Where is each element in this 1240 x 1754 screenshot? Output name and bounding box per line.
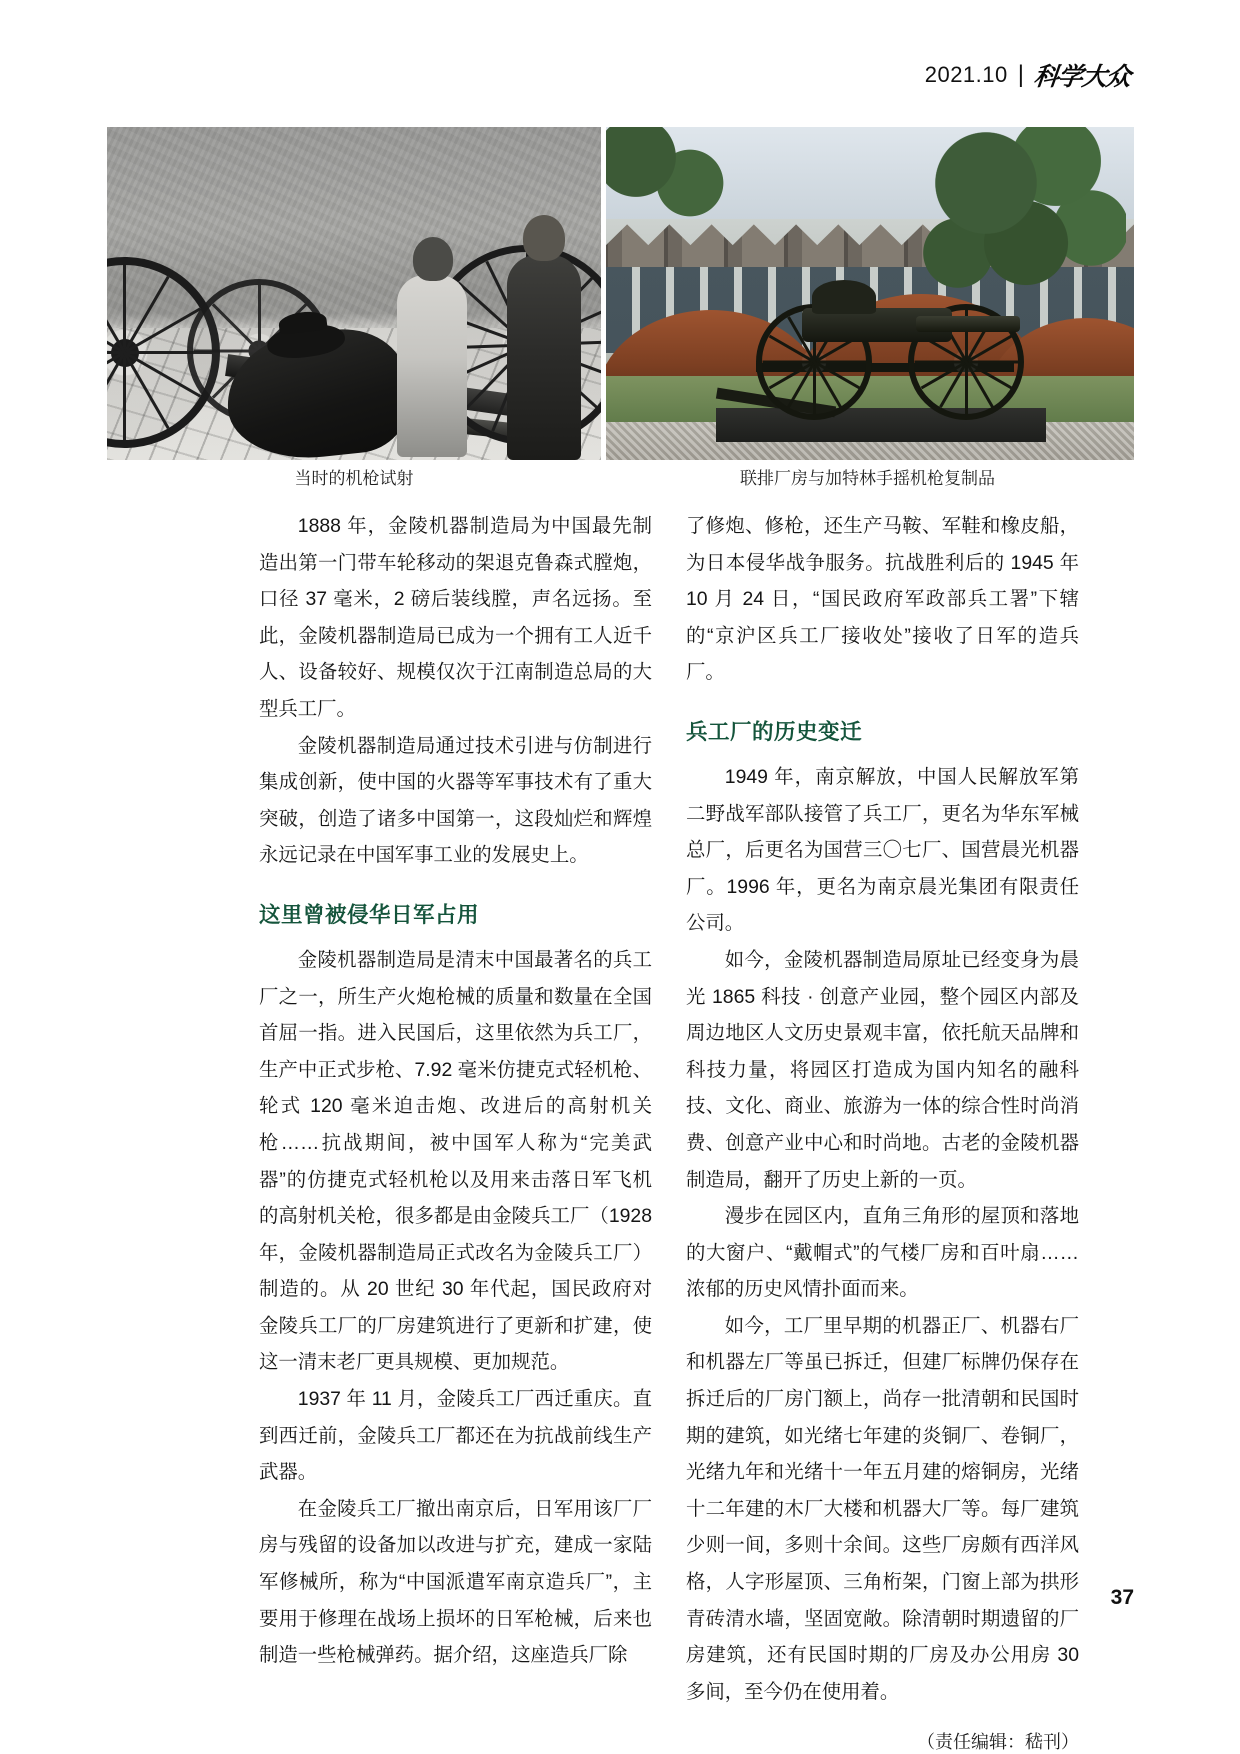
figure-band <box>107 127 1134 460</box>
paragraph: 如今，工厂里早期的机器正厂、机器右厂和机器左厂等虽已拆迁，但建厂标牌仍保存在拆迁后的厂房门额上，尚存一批清朝和民国时期的建筑，如光绪七年建的炎铜厂、卷铜厂，光绪九年和光绪十一年五月建的熔铜房，光绪十二年建的木厂大楼和机器大厂等。每厂建筑少则一间，多则十余间。这些厂房颇有西洋风格，人字形屋顶、三角桁架，门窗上部为拱形青砖清水墙，坚固宽敞。除清朝时期遗留的厂房建筑，还有民国时期的厂房及办公用房 30 多间，至今仍在使用着。 <box>686 1314 1079 1703</box>
paragraph: 1949 年，南京解放，中国人民解放军第二野战军部队接管了兵工厂，更名为华东军械总厂，后更名为国营三〇七厂、国营晨光机器厂。1996 年，更名为南京晨光集团有限责任公司。 <box>686 765 1079 935</box>
section-heading-history: 兵工厂的历史变迁 <box>686 719 863 744</box>
gatling-crank-housing <box>812 280 876 314</box>
figure-caption-left: 当时的机枪试射 <box>294 469 414 489</box>
paragraph: 在金陵兵工厂撤出南京后，日军用该厂厂房与残留的设备加以改进与扩充，建成一家陆军修械所，称为“中国派遣军南京造兵厂”，主要用于修理在战场上损坏的日军枪械，后来也制造一些枪械弹药。据介绍，这座造兵厂除 <box>259 1497 652 1667</box>
section-heading-occupation: 这里曾被侵华日军占用 <box>259 902 480 927</box>
gatling-barrel <box>916 316 1020 332</box>
tree-left <box>606 127 736 257</box>
article-body <box>259 508 1079 1754</box>
historic-photo-canvas <box>107 127 601 460</box>
paragraph: 如今，金陵机器制造局原址已经变身为晨光 1865 科技 · 创意产业园，整个园区内部及周边地区人文历史景观丰富，依托航天品牌和科技力量，将园区打造成为国内知名的融科技、文化、商业、旅游为一体的综合性时尚消费、创意产业中心和时尚地。古老的金陵机器制造局，翻开了历史上新的一页。 <box>686 948 1079 1191</box>
paragraph: 1937 年 11 月，金陵兵工厂西迁重庆。直到西迁前，金陵兵工厂都还在为抗战前线生产武器。 <box>259 1388 652 1484</box>
right-column <box>686 508 1079 1754</box>
magazine-logo: 科学大众 <box>1032 62 1132 91</box>
header-issue-date: 2021.10 <box>924 62 1008 87</box>
left-column <box>259 508 652 1754</box>
paragraph: 金陵机器制造局是清末中国最著名的兵工厂之一，所生产火炮枪械的质量和数量在全国首屈一指。进入民国后，这里依然为兵工厂，生产中正式步枪、7.92 毫米仿捷克式轻机枪、轮式 120 毫米迫击炮、改进后的高射机关枪……抗战期间，被中国军人称为“完美武器”的仿捷克式轻机枪以及用来击落日军飞机的高射机关枪，很多都是由金陵兵工厂（1928 年，金陵机器制造局正式改名为金陵兵工厂）制造的。从 20 世纪 30 年代起，国民政府对金陵兵工厂的厂房建筑进行了更新和扩建，使这一清末老厂更具规模、更加规范。 <box>259 948 652 1374</box>
figure-row-factory-buildings-and-gatling-replica <box>606 127 1134 460</box>
standing-figure-center <box>397 275 467 457</box>
paragraph-continuation: 了修炮、修枪，还生产马鞍、军鞋和橡皮船，为日本侵华战争服务。抗战胜利后的 1945 年 10 月 24 日，“国民政府军政部兵工署”下辖的“京沪区兵工厂接收处”接收了日军的造兵厂。 <box>686 515 1079 684</box>
standing-figure-right <box>507 255 581 460</box>
figure-head <box>413 237 453 281</box>
figure-head <box>523 215 565 261</box>
paragraph: 1888 年，金陵机器制造局为中国最先制造出第一门带车轮移动的架退克鲁森式膛炮，口径 37 毫米，2 磅后装线膛，声名远扬。至此，金陵机器制造局已成为一个拥有工人近千人、设备较好、规模仅次于江南制造总局的大型兵工厂。 <box>259 515 652 720</box>
paragraph: 漫步在园区内，直角三角形的屋顶和落地的大窗户、“戴帽式”的气楼厂房和百叶扇……浓郁的历史风情扑面而来。 <box>686 1205 1079 1301</box>
page-number: 37 <box>1110 1586 1134 1609</box>
figure-caption-row <box>107 464 1134 489</box>
figure-caption-right: 联排厂房与加特林手摇机枪复制品 <box>740 469 995 489</box>
page-header <box>925 58 1130 92</box>
header-separator: | <box>1017 61 1024 88</box>
figure-historic-machine-gun-test-firing <box>107 127 601 460</box>
color-photo-canvas <box>606 127 1134 460</box>
exhibit-plinth <box>716 408 1046 442</box>
paragraph: 金陵机器制造局通过技术引进与仿制进行集成创新，使中国的火器等军事技术有了重大突破，创造了诸多中国第一，这段灿烂和辉煌永远记录在中国军事工业的发展史上。 <box>259 734 652 867</box>
editor-note: （责任编辑：嵇刊） <box>917 1732 1079 1754</box>
